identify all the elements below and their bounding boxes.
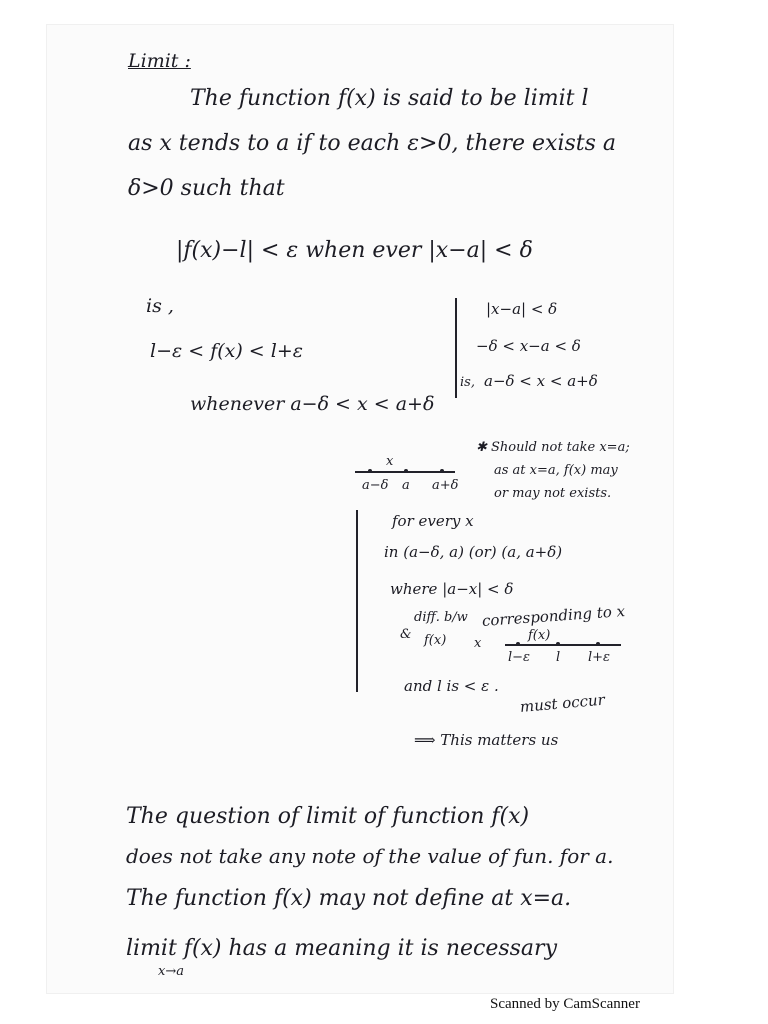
bottom-line-3: The function f(x) may not define at x=a. [126, 886, 572, 911]
definition-line-3: δ>0 such that [128, 176, 285, 201]
note-line-1: ✱ Should not take x=a; [476, 440, 630, 455]
amp-label: & [400, 627, 412, 642]
x-label: x [474, 636, 482, 651]
number-line-2-tick-label-right: l+ε [588, 650, 611, 665]
and-line: and l is < ε . [404, 677, 499, 695]
must-occur: must occur [519, 690, 606, 716]
is-label: is , [146, 295, 174, 317]
derivation-line-3: a−δ < x < a+δ [484, 372, 598, 390]
number-line-2-tick-label-mid: l [556, 650, 561, 665]
number-line-1-tick-right [440, 469, 444, 473]
bracket-line-2: in (a−δ, a) (or) (a, a+δ) [384, 543, 563, 561]
bottom-line-1: The question of limit of function f(x) [126, 804, 530, 829]
number-line-2-tick-mid [556, 642, 560, 646]
matters-line: ⟹ This matters us [414, 731, 559, 749]
fx-label: f(x) [424, 633, 447, 648]
number-line-2-tick-left [516, 642, 520, 646]
definition-line-1: The function f(x) is said to be limit l [190, 86, 589, 111]
definition-line-2: as x tends to a if to each ε>0, there exists a [128, 131, 617, 156]
inequality: l−ε < f(x) < l+ε [150, 340, 303, 362]
derivation-divider [455, 298, 457, 398]
definition-formula: |f(x)−l| < ε when ever |x−a| < δ [176, 238, 533, 263]
number-line-1-tick-label-right: a+δ [432, 478, 459, 493]
number-line-2-tick-label-left: l−ε [508, 650, 531, 665]
bracket-divider [356, 510, 358, 692]
number-line-2 [505, 644, 621, 646]
note-line-3: or may not exists. [494, 486, 612, 501]
bottom-line-4-subscript: x→a [158, 964, 184, 979]
number-line-1-tick-left [368, 469, 372, 473]
note-line-2: as at x=a, f(x) may [494, 463, 618, 478]
whenever-line: whenever a−δ < x < a+δ [190, 393, 435, 415]
bottom-line-4: limit f(x) has a meaning it is necessary [126, 936, 557, 961]
bracket-line-1: for every x [392, 512, 474, 530]
number-line-1-top-label: x [386, 454, 394, 469]
bottom-line-2: does not take any note of the value of fun. for a. [126, 844, 614, 868]
diff-label: diff. b/w [414, 610, 468, 625]
bracket-line-3: where |a−x| < δ [390, 580, 514, 598]
derivation-line-2: −δ < x−a < δ [476, 337, 581, 355]
number-line-1-tick-mid [404, 469, 408, 473]
scanner-footer: Scanned by CamScanner [490, 996, 640, 1012]
number-line-2-tick-right [596, 642, 600, 646]
derivation-line-1: |x−a| < δ [486, 300, 558, 318]
heading: Limit : [128, 50, 191, 72]
number-line-2-top-label: f(x) [528, 628, 551, 643]
number-line-1-tick-label-left: a−δ [362, 478, 389, 493]
corresponding-text: corresponding to x [481, 602, 626, 630]
number-line-1-tick-label-mid: a [402, 478, 410, 493]
derivation-line-3-prefix: is, [460, 375, 475, 390]
